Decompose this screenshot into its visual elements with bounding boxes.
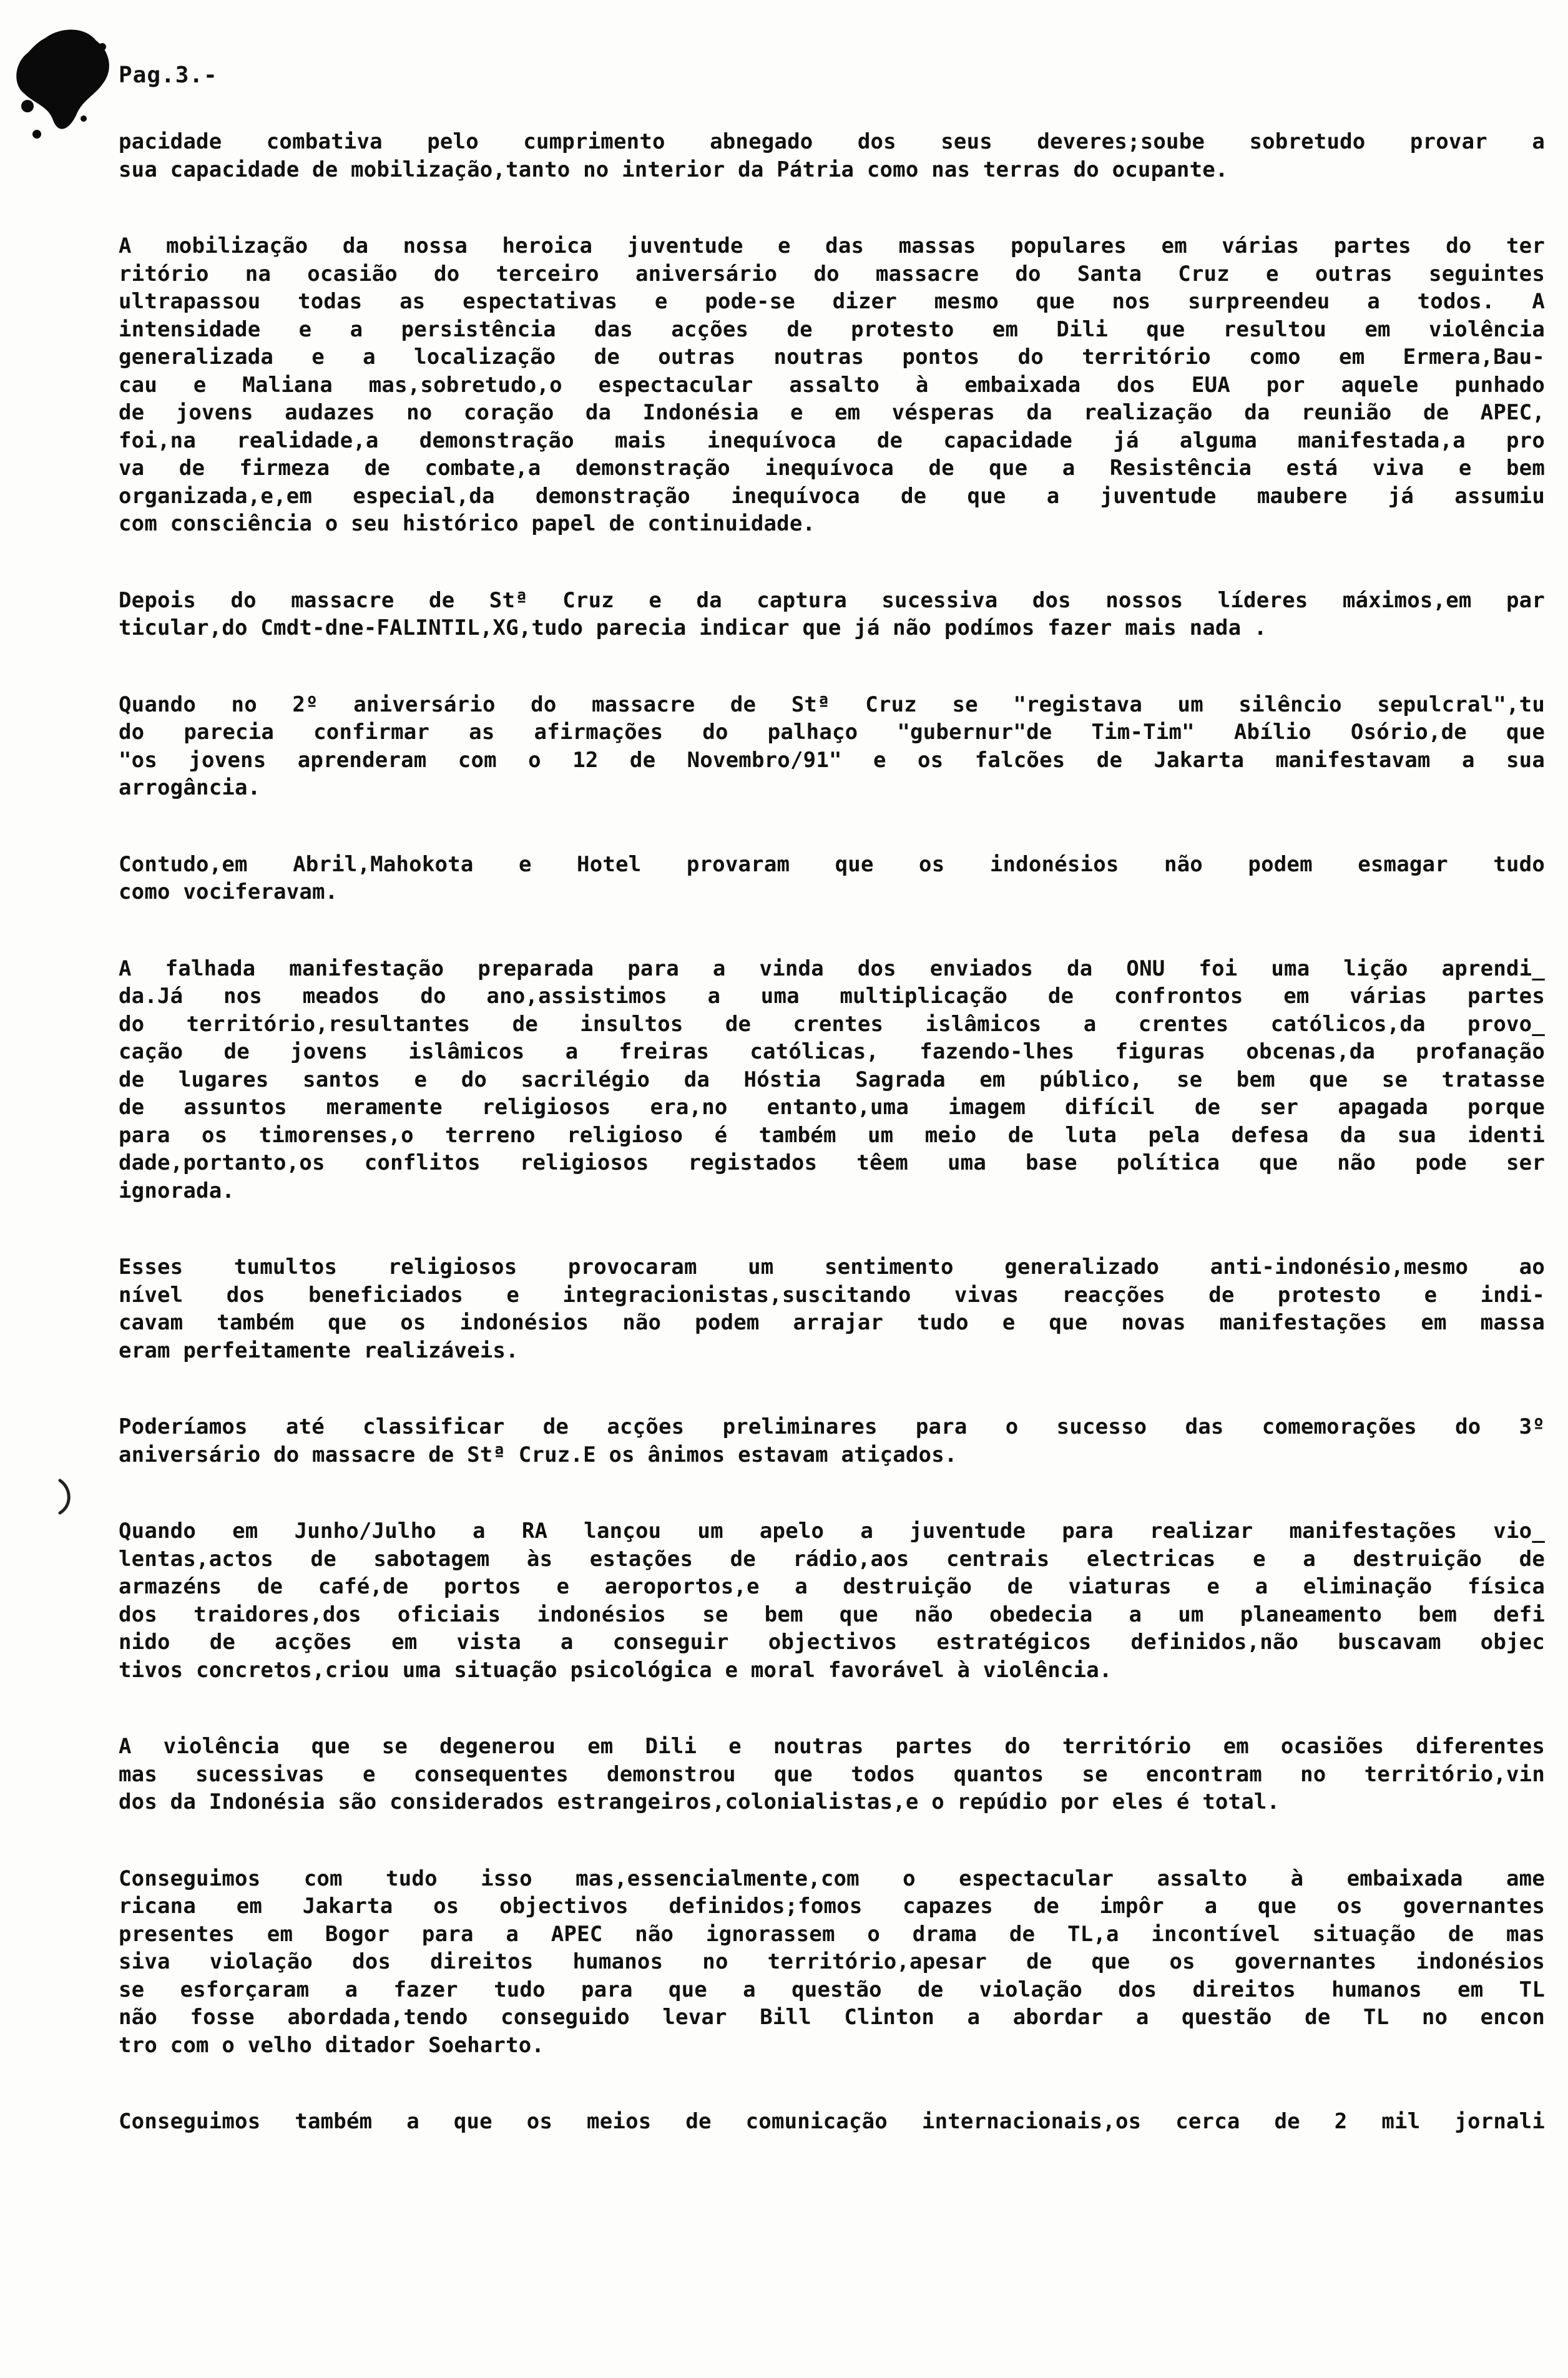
- paragraph: [119, 1865, 1545, 2060]
- text-line: lentas,actos de sabotagem às estações de rádio,aos centrais electricas e a destruição de: [119, 1546, 1545, 1572]
- text-line: Depois do massacre de Stª Cruz e da captura sucessiva dos nossos líderes máximos,em par: [119, 587, 1545, 613]
- page-number: Pag.3.-: [119, 62, 218, 88]
- text-line: Conseguimos também a que os meios de comunicação internacionais,os cerca de 2 mil jornali: [119, 2109, 1545, 2134]
- text-line: Contudo,em Abril,Mahokota e Hotel provaram que os indonésios não podem esmagar tudo: [119, 851, 1545, 877]
- paragraph: [119, 851, 1545, 906]
- text-line: eram perfeitamente realizáveis.: [119, 1338, 519, 1363]
- text-line: Conseguimos com tudo isso mas,essencialmente,com o espectacular assalto à embaixada ame: [119, 1866, 1545, 1891]
- body-text: [119, 128, 1545, 2185]
- text-line: "os jovens aprenderam com o 12 de Novembro/91" e os falcões de Jakarta manifestavam a sua: [119, 747, 1545, 773]
- paragraph: [119, 587, 1545, 642]
- text-line: sua capacidade de mobilização,tanto no interior da Pátria como nas terras do ocupante.: [119, 157, 1228, 182]
- text-line: siva violação dos direitos humanos no território,apesar de que os governantes indonésios: [119, 1949, 1545, 1974]
- text-line: de assuntos meramente religiosos era,no entanto,uma imagem difícil de ser apagada porque: [119, 1095, 1545, 1120]
- paragraph: [119, 232, 1545, 538]
- paragraph: [119, 1253, 1545, 1364]
- paragraph: [119, 128, 1545, 183]
- text-line: armazéns de café,de portos e aeroportos,e a destruição de viaturas e a eliminação física: [119, 1574, 1545, 1599]
- paragraph: [119, 955, 1545, 1205]
- text-line: organizada,e,em especial,da demonstração inequívoca de que a juventude maubere já assumiu: [119, 483, 1545, 509]
- margin-bracket-mark: [55, 1478, 80, 1515]
- text-line: tivos concretos,criou uma situação psicológica e moral favorável à violência.: [119, 1657, 1112, 1683]
- text-line: arrogância.: [119, 775, 261, 800]
- text-line: intensidade e a persistência das acções de protesto em Dili que resultou em violência: [119, 316, 1545, 342]
- text-line: tro com o velho ditador Soeharto.: [119, 2032, 545, 2058]
- paragraph: [119, 691, 1545, 802]
- text-line: dos da Indonésia são considerados estrangeiros,colonialistas,e o repúdio por eles é total.: [119, 1789, 1280, 1814]
- text-line: generalizada e a localização de outras noutras pontos do território como em Ermera,Bau-: [119, 345, 1545, 369]
- text-line: de lugares santos e do sacrilégio da Hóstia Sagrada em público, se bem que se tratasse: [119, 1067, 1545, 1092]
- text-line: do parecia confirmar as afirmações do palhaço "gubernur"de Tim-Tim" Abílio Osório,de que: [119, 720, 1545, 745]
- text-line: pacidade combativa pelo cumprimento abnegado dos seus deveres;soube sobretudo provar a: [119, 129, 1545, 154]
- text-line: cação de jovens islâmicos a freiras católicas, fazendo-lhes figuras obcenas,da profanação: [119, 1039, 1545, 1064]
- text-line: ignorada.: [119, 1178, 235, 1203]
- text-line: de jovens audazes no coração da Indonésia e em vésperas da realização da reunião de APEC,: [119, 400, 1545, 425]
- paragraph: [119, 1517, 1545, 1684]
- text-line: ricana em Jakarta os objectivos definidos;fomos capazes de impôr a que os governantes: [119, 1894, 1545, 1919]
- text-line: Esses tumultos religiosos provocaram um sentimento generalizado anti-indonésio,mesmo ao: [119, 1255, 1545, 1280]
- paragraph: [119, 1413, 1545, 1469]
- text-line: se esforçaram a fazer tudo para que a questão de violação dos direitos humanos em TL: [119, 1977, 1545, 2002]
- text-line: mas sucessivas e consequentes demonstrou que todos quantos se encontram no território,vin: [119, 1761, 1545, 1787]
- text-line: dos traidores,dos oficiais indonésios se bem que não obedecia a um planeamento bem defi: [119, 1602, 1545, 1627]
- text-line: ultrapassou todas as espectativas e pode-se dizer mesmo que nos surpreendeu a todos. A: [119, 289, 1545, 314]
- text-line: cavam também que os indonésios não podem arrajar tudo e que novas manifestações em massa: [119, 1310, 1545, 1335]
- text-line: A falhada manifestação preparada para a vinda dos enviados da ONU foi uma lição aprendi_: [119, 956, 1545, 981]
- ink-blot-icon: [9, 25, 118, 150]
- text-line: do território,resultantes de insultos de crentes islâmicos a crentes católicos,da provo_: [119, 1011, 1545, 1037]
- text-line: cau e Maliana mas,sobretudo,o espectacular assalto à embaixada dos EUA por aquele punhado: [119, 372, 1545, 398]
- text-line: com consciência o seu histórico papel de continuidade.: [119, 511, 816, 536]
- text-line: nido de acções em vista a conseguir objectivos estratégicos definidos,não buscavam objec: [119, 1630, 1545, 1655]
- text-line: aniversário do massacre de Stª Cruz.E os ânimos estavam atiçados.: [119, 1442, 958, 1467]
- text-line: ticular,do Cmdt-dne-FALINTIL,XG,tudo parecia indicar que já não podímos fazer mais nada .: [119, 615, 1267, 640]
- text-line: Quando em Junho/Julho a RA lançou um apelo a juventude para realizar manifestações vio_: [119, 1519, 1545, 1544]
- text-line: foi,na realidade,a demonstração mais inequívoca de capacidade já alguma manifestada,a pro: [119, 428, 1545, 453]
- text-line: da.Já nos meados do ano,assistimos a uma multiplicação de confrontos em várias partes: [119, 984, 1545, 1009]
- paragraph: [119, 2108, 1545, 2136]
- paragraph: [119, 1733, 1545, 1816]
- text-line: para os timorenses,o terreno religioso é também um meio de luta pela defesa da sua identi: [119, 1122, 1545, 1148]
- text-line: Poderíamos até classificar de acções preliminares para o sucesso das comemorações do 3º: [119, 1414, 1545, 1439]
- text-line: Quando no 2º aniversário do massacre de Stª Cruz se "registava um silêncio sepulcral",tu: [119, 692, 1545, 717]
- text-line: não fosse abordada,tendo conseguido levar Bill Clinton a abordar a questão de TL no encon: [119, 2005, 1545, 2030]
- text-line: A violência que se degenerou em Dili e noutras partes do território em ocasiões diferentes: [119, 1734, 1545, 1759]
- text-line: ritório na ocasião do terceiro aniversário do massacre do Santa Cruz e outras seguintes: [119, 261, 1545, 286]
- text-line: nível dos beneficiados e integracionistas,suscitando vivas reacções de protesto e indi-: [119, 1282, 1545, 1308]
- text-line: va de firmeza de combate,a demonstração inequívoca de que a Resistência está viva e bem: [119, 456, 1545, 481]
- text-line: dade,portanto,os conflitos religiosos registados têem uma base política que não pode ser: [119, 1150, 1545, 1175]
- text-line: como vociferavam.: [119, 879, 338, 904]
- text-line: presentes em Bogor para a APEC não ignorassem o drama de TL,a incontível situação de mas: [119, 1921, 1545, 1947]
- text-line: A mobilização da nossa heroica juventude e das massas populares em várias partes do ter: [119, 233, 1545, 258]
